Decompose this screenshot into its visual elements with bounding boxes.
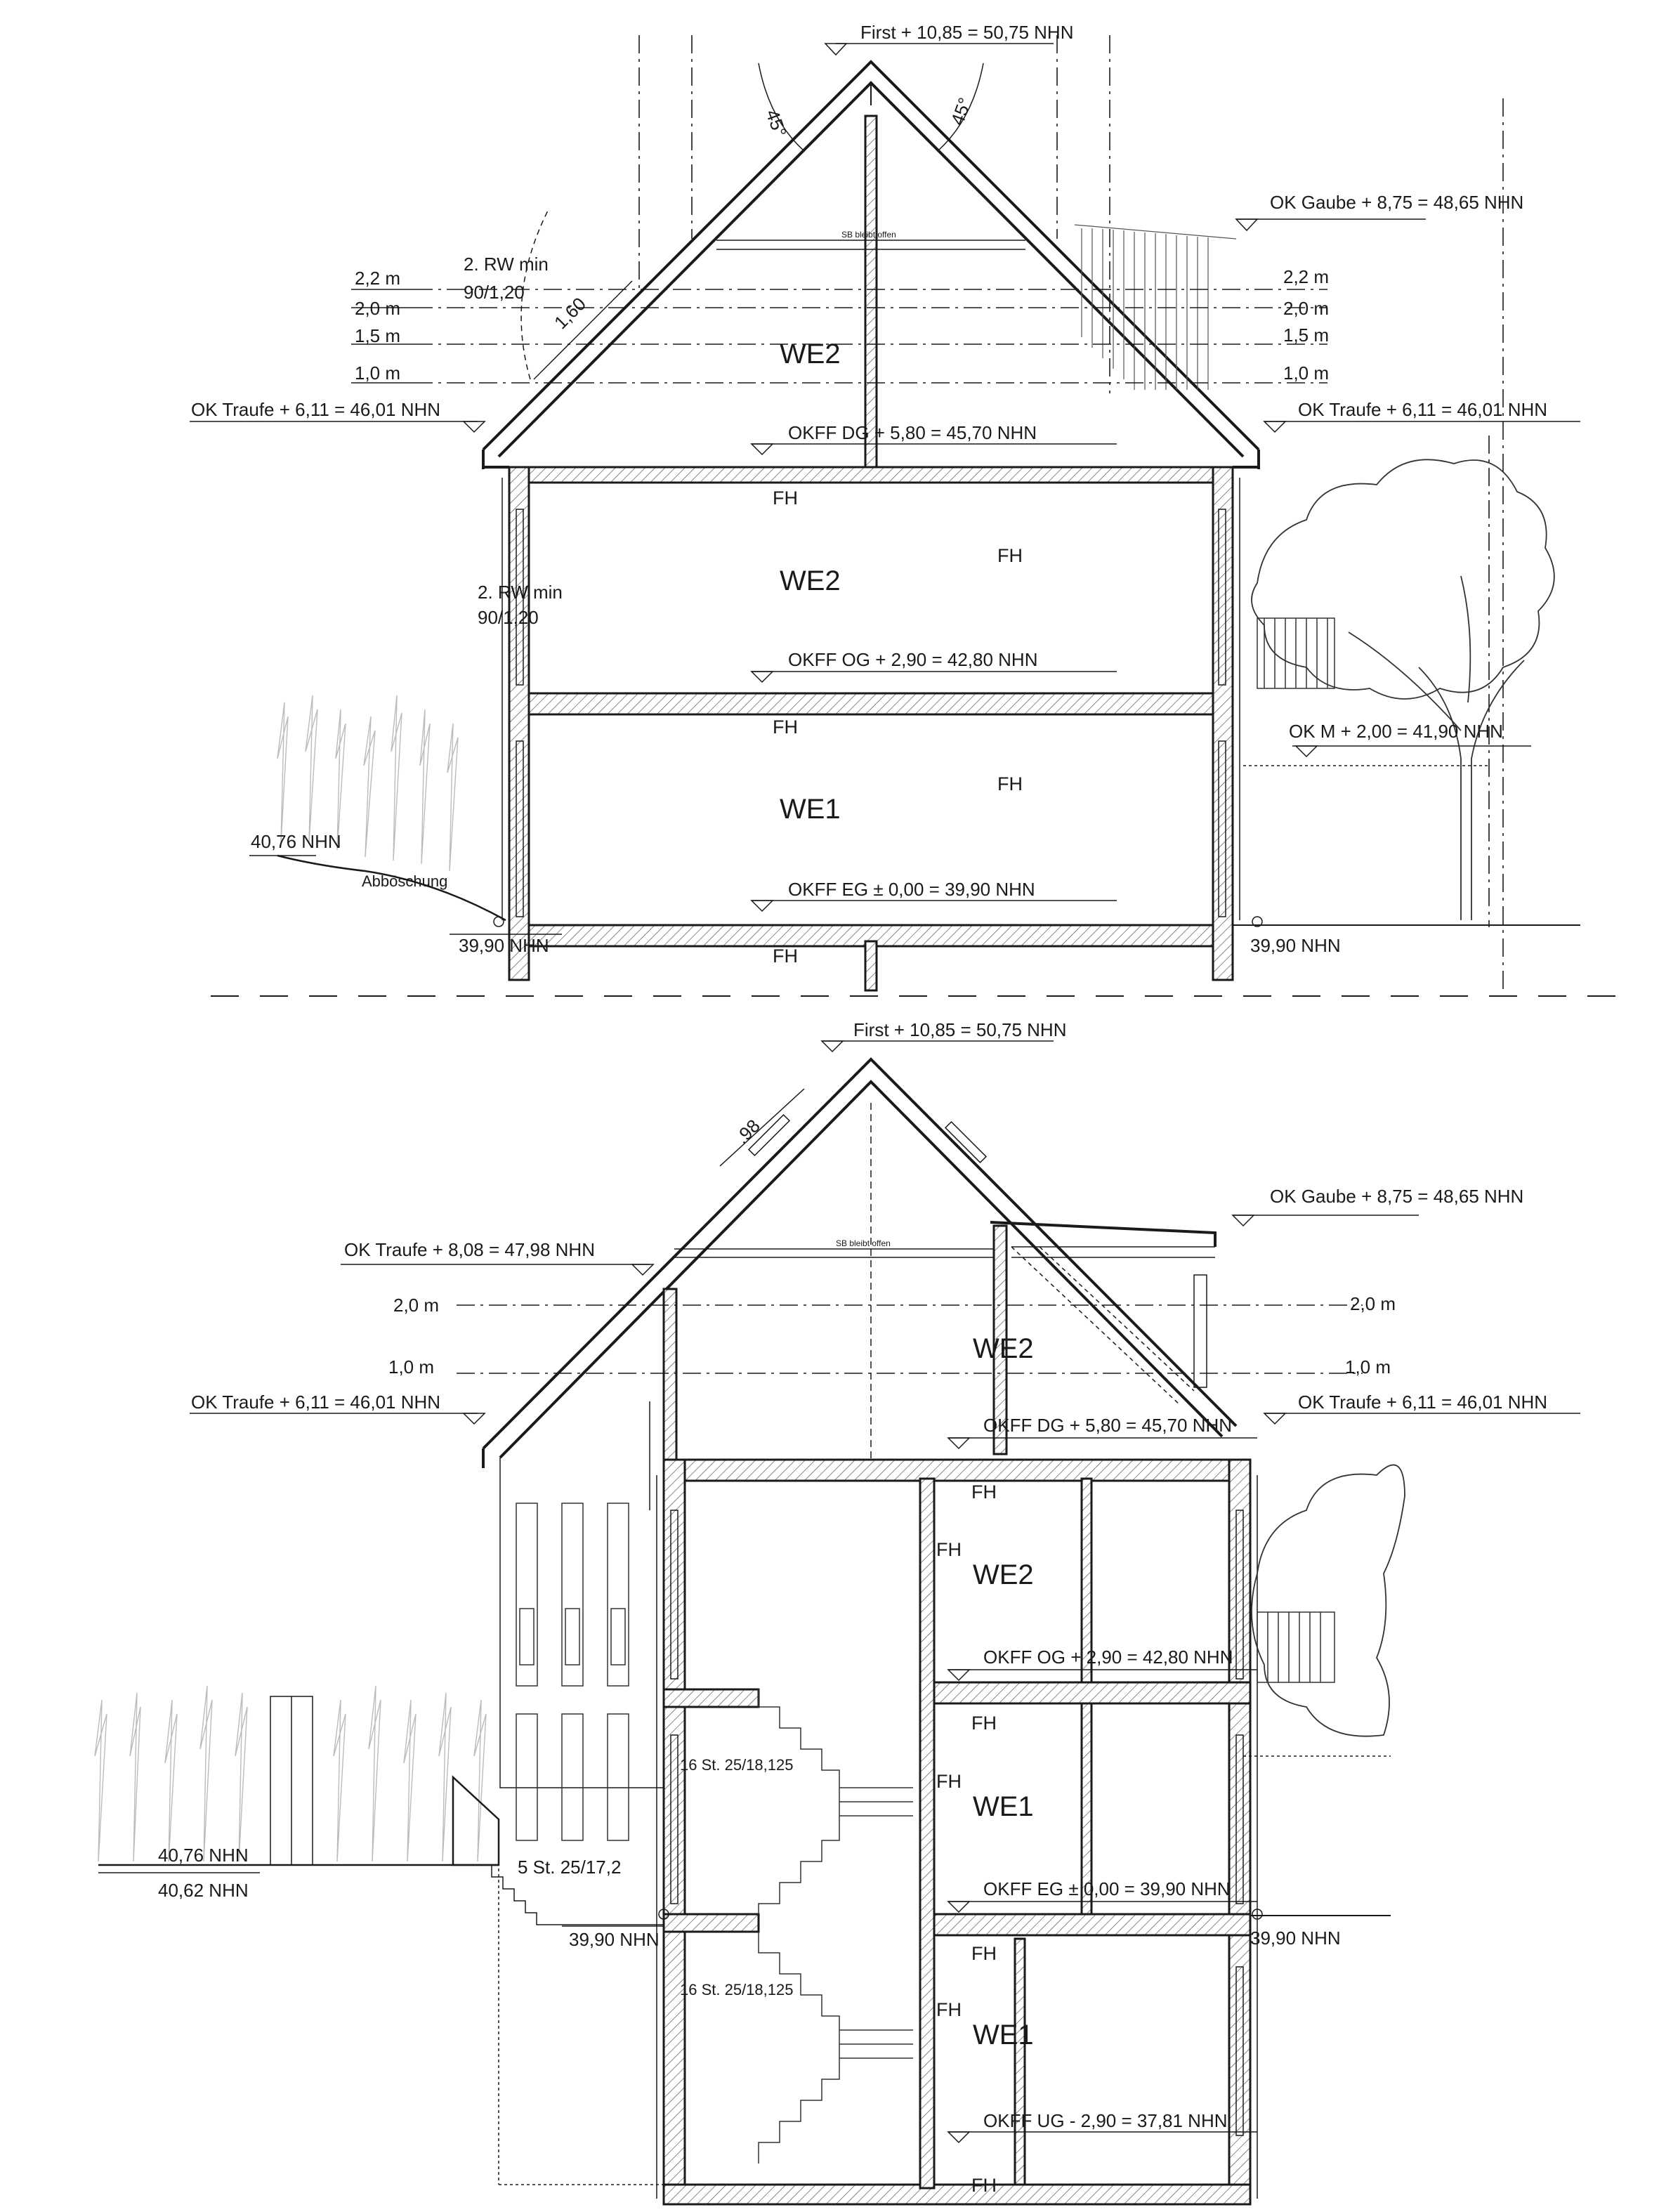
inner-wall [1015, 1939, 1025, 2185]
fh-label: FH [997, 545, 1023, 566]
slab-og [509, 693, 1233, 714]
ground-left-1: 40,76 NHN [158, 1845, 249, 1866]
wall-right [1229, 1460, 1250, 2204]
outside-stairs-label: 5 St. 25/17,2 [518, 1857, 622, 1878]
central-wall-base [865, 941, 877, 990]
height-label-right: 2,0 m [1350, 1293, 1396, 1314]
roof [483, 1059, 1236, 1468]
level-triangle [1233, 1215, 1254, 1226]
level-triangle [752, 672, 773, 682]
level-triangle [1264, 421, 1285, 432]
level-triangle [464, 1413, 485, 1424]
stair-wall [920, 1479, 934, 2188]
angle-label-right: 45° [946, 94, 976, 129]
height-label-right: 2,2 m [1283, 266, 1330, 287]
level-triangle [948, 1438, 969, 1448]
okff-eg-label: OKFF EG ± 0,00 = 39,90 NHN [983, 1878, 1231, 1899]
room-label: WE2 [973, 1559, 1034, 1590]
ground-eg-right: 39,90 NHN [1250, 1928, 1341, 1949]
fh-label: FH [971, 1713, 997, 1734]
slab-ug [664, 2185, 1250, 2204]
dimension-98 [720, 1089, 804, 1166]
slab-og [934, 1682, 1250, 1703]
ground-level-label: 40,76 NHN [251, 831, 341, 852]
okff-dg-label: OKFF DG + 5,80 = 45,70 NHN [788, 422, 1037, 443]
level-triangle [948, 1902, 969, 1912]
boeschung-label: Abböschung [362, 872, 448, 890]
room-label: WE2 [973, 1333, 1034, 1364]
level-triangle [752, 901, 773, 911]
ok-m-label: OK M + 2,00 = 41,90 NHN [1289, 721, 1503, 742]
fh-label: FH [936, 1771, 962, 1792]
tree [1252, 459, 1554, 920]
okff-og-label: OKFF OG + 2,90 = 42,80 NHN [788, 649, 1038, 670]
room-label: WE1 [780, 794, 841, 825]
fh-label: FH [936, 1539, 962, 1560]
level-circle [494, 917, 504, 927]
slab-dg [509, 467, 1233, 483]
first-level-label: First + 10,85 = 50,75 NHN [860, 22, 1074, 43]
balcony-railing [1257, 618, 1335, 688]
level-triangle [822, 1041, 843, 1052]
wall-left [509, 467, 529, 980]
level-triangle [948, 1670, 969, 1680]
level-triangle [1264, 1413, 1285, 1424]
section-b [95, 1019, 1580, 2204]
height-label-left: 2,2 m [355, 268, 401, 289]
ground-eg-left: 39,90 NHN [569, 1929, 660, 1950]
central-wall [865, 116, 877, 474]
height-label-right: 2,0 m [1283, 298, 1330, 319]
room-label: WE2 [780, 565, 841, 596]
level-triangle [1236, 219, 1257, 230]
ok-traufe-right: OK Traufe + 6,11 = 46,01 NHN [1298, 1392, 1548, 1413]
stairs-label: 16 St. 25/18,125 [680, 1756, 794, 1774]
dg-wall [664, 1289, 676, 1472]
ok-traufe-left: OK Traufe + 6,11 = 46,01 NHN [191, 1392, 441, 1413]
stairs-label: 16 St. 25/18,125 [680, 1981, 794, 1998]
fh-label: FH [773, 716, 798, 738]
vegetation [95, 1686, 486, 1861]
slab-dg [664, 1460, 1250, 1481]
room-label: WE2 [780, 339, 841, 369]
height-label-left: 2,0 m [393, 1295, 440, 1316]
height-label-right: 1,5 m [1283, 325, 1330, 346]
okff-ug-label: OKFF UG - 2,90 = 37,81 NHN [983, 2110, 1228, 2131]
ground-eg-left: 39,90 NHN [459, 935, 549, 956]
level-triangle [825, 44, 846, 55]
annex-outline [500, 1458, 664, 1788]
wall-right [1213, 467, 1233, 980]
okff-og-label: OKFF OG + 2,90 = 42,80 NHN [983, 1647, 1233, 1668]
room-label: WE1 [973, 1791, 1034, 1822]
first-level-label: First + 10,85 = 50,75 NHN [853, 1019, 1067, 1040]
fh-label: FH [936, 1999, 962, 2020]
sb-note: SB bleibt offen [841, 230, 896, 240]
okff-eg-label: OKFF EG ± 0,00 = 39,90 NHN [788, 879, 1035, 900]
dimension-160 [534, 281, 632, 379]
rw-arc [521, 211, 548, 379]
rw-note-mid: 90/1,20 [478, 607, 539, 628]
fh-label: FH [971, 1943, 997, 1964]
ground-left-2: 40,62 NHN [158, 1880, 249, 1901]
balcony-railing [1257, 1612, 1335, 1682]
ok-gaube-label: OK Gaube + 8,75 = 48,65 NHN [1270, 1186, 1524, 1207]
rw-note-top: 90/1,20 [464, 282, 525, 303]
landing [664, 1914, 759, 1932]
ok-gaube-label: OK Gaube + 8,75 = 48,65 NHN [1270, 192, 1524, 213]
landing [664, 1689, 759, 1707]
annex-windows [516, 1503, 629, 1840]
wall-left [664, 1460, 685, 2204]
ok-traufe-high: OK Traufe + 8,08 = 47,98 NHN [344, 1239, 595, 1260]
okff-dg-label: OKFF DG + 5,80 = 45,70 NHN [983, 1415, 1233, 1436]
tree [1252, 1465, 1405, 1736]
level-triangle [464, 421, 485, 432]
ok-traufe-left: OK Traufe + 6,11 = 46,01 NHN [191, 399, 441, 420]
slab-eg [934, 1914, 1250, 1935]
retaining-wall [453, 1777, 499, 1865]
level-triangle [948, 2132, 969, 2142]
height-label-right: 1,0 m [1345, 1356, 1391, 1377]
fh-label: FH [773, 945, 798, 967]
height-label-right: 1,0 m [1283, 362, 1330, 384]
level-triangle [632, 1264, 653, 1275]
ok-traufe-right: OK Traufe + 6,11 = 46,01 NHN [1298, 399, 1548, 420]
fh-label: FH [773, 487, 798, 509]
height-label-left: 2,0 m [355, 298, 401, 319]
rw-note-top: 2. RW min [464, 254, 549, 275]
level-triangle [1296, 746, 1317, 757]
height-label-left: 1,0 m [388, 1356, 435, 1377]
ground-eg-right: 39,90 NHN [1250, 935, 1341, 956]
angle-label-left: 45° [761, 106, 792, 140]
fh-label: FH [997, 773, 1023, 794]
height-label-left: 1,0 m [355, 362, 401, 384]
fh-label: FH [971, 1481, 997, 1503]
height-label-left: 1,5 m [355, 325, 401, 346]
sb-note: SB bleibt offen [836, 1238, 891, 1248]
section-a [190, 22, 1615, 996]
dim-98-label: .98 [731, 1115, 764, 1148]
room-label: WE1 [973, 2020, 1034, 2050]
dim-160-label: 1,60 [550, 293, 591, 334]
fh-label: FH [971, 2175, 997, 2196]
rw-note-mid: 2. RW min [478, 582, 563, 603]
level-triangle [752, 444, 773, 454]
